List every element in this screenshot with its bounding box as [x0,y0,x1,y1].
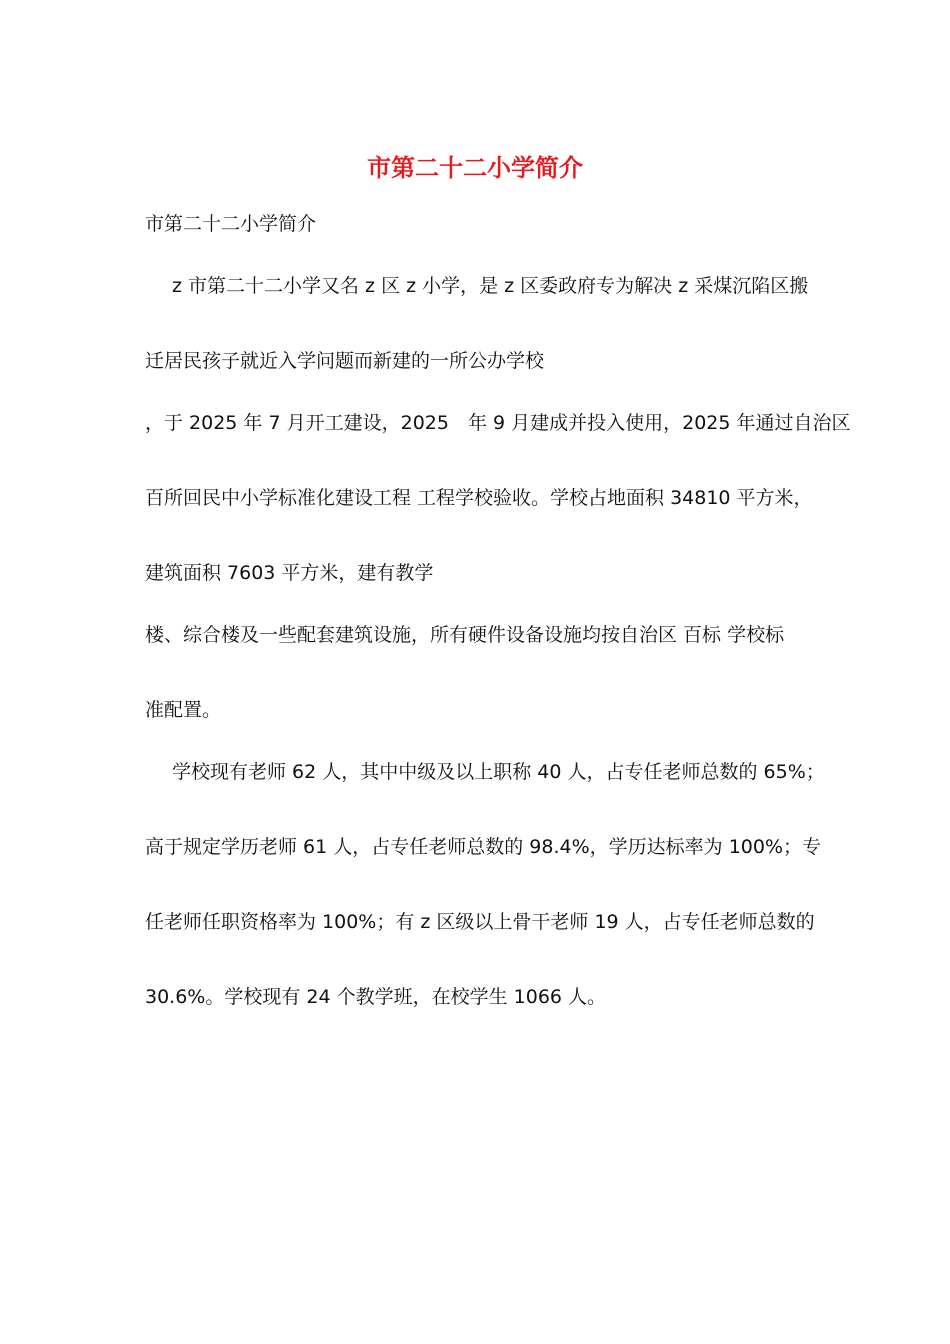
document-subtitle: 市第二十二小学简介 [145,213,317,235]
paragraph-line-9: 高于规定学历老师 61 人，占专任老师总数的 98.4%，学历达标率为 100%；专 [145,836,822,858]
paragraph-line-2: 迁居民孩子就近入学问题而新建的一所公办学校 [145,350,545,372]
paragraph-line-1: z 市第二十二小学又名 z 区 z 小学，是 z 区委政府专为解决 z 采煤沉陷区搬 [172,275,809,297]
paragraph-line-10: 任老师任职资格率为 100%；有 z 区级以上骨干老师 19 人，占专任老师总数的 [145,911,815,933]
paragraph-line-5: 建筑面积 7603 平方米，建有教学 [145,562,434,584]
paragraph-line-6: 楼、综合楼及一些配套建筑设施，所有硬件设备设施均按自治区 百标 学校标 [145,624,785,646]
paragraph-line-4: 百所回民中小学标准化建设工程 工程学校验收。学校占地面积 34810 平方米， [145,487,813,509]
paragraph-line-7: 准配置。 [145,699,222,721]
paragraph-line-11: 30.6%。学校现有 24 个教学班，在校学生 1066 人。 [145,986,607,1008]
paragraph-line-3: ，于 2025 年 7 月开工建设，2025 年 9 月建成并投入使用，2025 年通过自治区 [145,412,851,434]
document-title: 市第二十二小学简介 [367,154,583,182]
paragraph-line-8: 学校现有老师 62 人，其中中级及以上职称 40 人，占专任老师总数的 65%； [172,761,825,783]
